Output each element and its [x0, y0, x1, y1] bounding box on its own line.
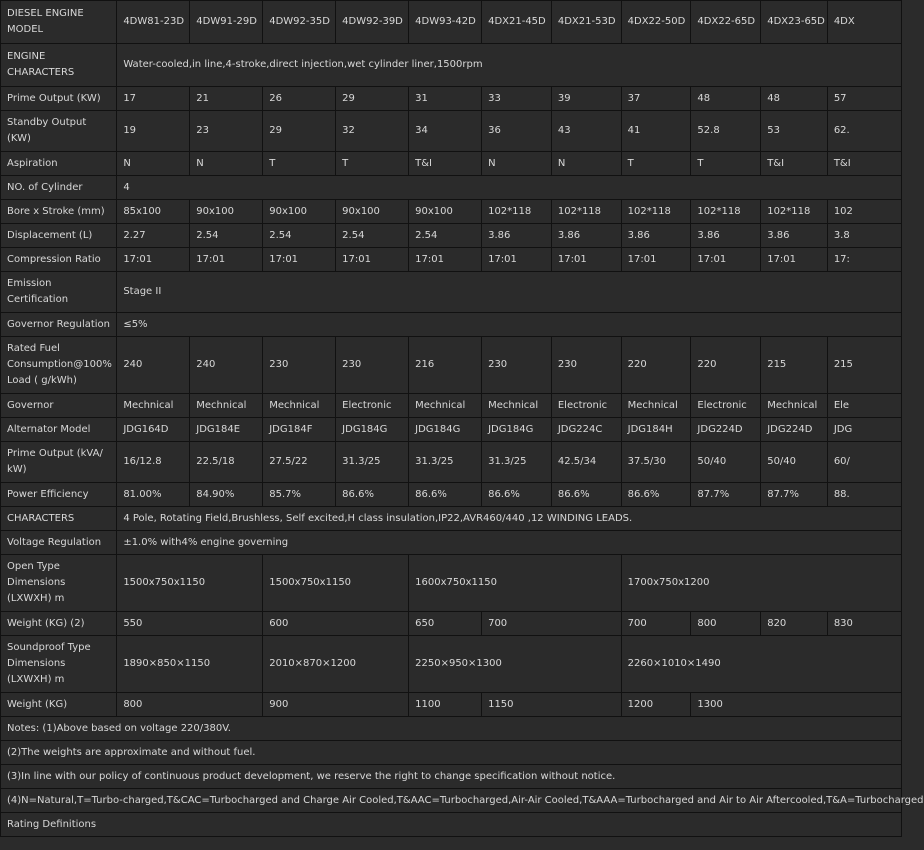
value-cell: 4DX23-65D: [761, 1, 828, 44]
value-cell: Mechnical: [117, 394, 190, 418]
value-cell: 34: [409, 111, 482, 152]
emission-row: [1, 272, 902, 313]
row-label: Prime Output (kVA/ kW): [1, 442, 117, 483]
value-cell: 230: [482, 337, 552, 394]
value-cell: 215: [827, 337, 901, 394]
value-cell: 240: [190, 337, 263, 394]
value-cell: 215: [761, 337, 828, 394]
value-cell: 19: [117, 111, 190, 152]
row-label: Emission Certification: [1, 272, 117, 313]
value-cell: 2260×1010×1490: [621, 636, 901, 693]
value-cell: JDG184H: [621, 418, 691, 442]
value-cell: 22.5/18: [190, 442, 263, 483]
value-cell: 550: [117, 612, 263, 636]
value-cell: 27.5/22: [263, 442, 336, 483]
value-cell: 88.: [827, 483, 901, 507]
value-cell: 33: [482, 87, 552, 111]
open-dimensions-row: [1, 555, 902, 612]
value-cell: 17:01: [482, 248, 552, 272]
value-cell: 820: [761, 612, 828, 636]
value-cell: 32: [336, 111, 409, 152]
value-cell: JDG184G: [482, 418, 552, 442]
fuel-consumption-row: [1, 337, 902, 394]
value-cell: 700: [482, 612, 622, 636]
value-cell: 50/40: [761, 442, 828, 483]
value-cell: 87.7%: [761, 483, 828, 507]
compression-row: [1, 248, 902, 272]
value-cell: 84.90%: [190, 483, 263, 507]
row-label: Power Efficiency: [1, 483, 117, 507]
value-cell: 216: [409, 337, 482, 394]
value-cell: 4DX21-45D: [482, 1, 552, 44]
value-cell: 90x100: [409, 200, 482, 224]
value-cell: 4DX22-50D: [621, 1, 691, 44]
value-cell: 240: [117, 337, 190, 394]
value-cell: 85x100: [117, 200, 190, 224]
value-cell: 1890×850×1150: [117, 636, 263, 693]
value-cell: 4DW91-29D: [190, 1, 263, 44]
value-cell: 17:01: [761, 248, 828, 272]
value-cell: 1500x750x1150: [117, 555, 263, 612]
value-cell: 800: [117, 693, 263, 717]
row-label: Weight (KG) (2): [1, 612, 117, 636]
value-cell: 102*118: [621, 200, 691, 224]
value-cell: 4DW81-23D: [117, 1, 190, 44]
value-cell: 39: [551, 87, 621, 111]
value-cell: 1600x750x1150: [409, 555, 622, 612]
value-cell: 3.86: [551, 224, 621, 248]
value-cell: 36: [482, 111, 552, 152]
value-cell: 48: [761, 87, 828, 111]
value-cell: 42.5/34: [551, 442, 621, 483]
value-cell: 3.8: [827, 224, 901, 248]
value-cell: Electronic: [336, 394, 409, 418]
value-cell: JDG184G: [336, 418, 409, 442]
value-cell: 102*118: [482, 200, 552, 224]
value-cell: 16/12.8: [117, 442, 190, 483]
value-cell: 17:01: [621, 248, 691, 272]
value-cell: 17:01: [263, 248, 336, 272]
value-cell: Ele: [827, 394, 901, 418]
value-cell: T: [621, 152, 691, 176]
value-cell: 86.6%: [409, 483, 482, 507]
note-text: (4)N=Natural,T=Turbo-charged,T&CAC=Turbocharged and Charge Air Cooled,T&AAC=Turbocharged,Air-Air Cooled,T&AAA=Turbocharged and Air to Air Aftercooled,T&A=Turbocharged: [1, 789, 902, 813]
value-cell: 90x100: [190, 200, 263, 224]
governor-regulation-row: [1, 313, 902, 337]
value-cell: 4 Pole, Rotating Field,Brushless, Self excited,H class insulation,IP22,AVR460/440 ,12 WINDING LEADS.: [117, 507, 902, 531]
note-text: (2)The weights are approximate and without fuel.: [1, 741, 902, 765]
row-label: NO. of Cylinder: [1, 176, 117, 200]
value-cell: 102: [827, 200, 901, 224]
value-cell: 86.6%: [336, 483, 409, 507]
value-cell: 23: [190, 111, 263, 152]
value-cell: 1200: [621, 693, 691, 717]
soundproof-dimensions-row: [1, 636, 902, 693]
row-label: Governor Regulation: [1, 313, 117, 337]
value-cell: JDG184G: [409, 418, 482, 442]
row-label: Compression Ratio: [1, 248, 117, 272]
value-cell: T&I: [761, 152, 828, 176]
value-cell: 1500x750x1150: [263, 555, 409, 612]
value-cell: JDG184E: [190, 418, 263, 442]
value-cell: 1700x750x1200: [621, 555, 901, 612]
value-cell: JDG164D: [117, 418, 190, 442]
value-cell: 2250×950×1300: [409, 636, 622, 693]
value-cell: 57: [827, 87, 901, 111]
row-label: Aspiration: [1, 152, 117, 176]
value-cell: Water-cooled,in line,4-stroke,direct injection,wet cylinder liner,1500rpm: [117, 44, 902, 87]
value-cell: 17:01: [190, 248, 263, 272]
soundproof-weight-row: [1, 693, 902, 717]
value-cell: T&I: [827, 152, 901, 176]
value-cell: 2.27: [117, 224, 190, 248]
value-cell: Mechnical: [263, 394, 336, 418]
value-cell: 1100: [409, 693, 482, 717]
value-cell: 3.86: [691, 224, 761, 248]
value-cell: Mechnical: [621, 394, 691, 418]
characters-row: [1, 507, 902, 531]
value-cell: 52.8: [691, 111, 761, 152]
value-cell: 650: [409, 612, 482, 636]
value-cell: T: [336, 152, 409, 176]
value-cell: 220: [621, 337, 691, 394]
value-cell: 102*118: [761, 200, 828, 224]
row-label: Bore x Stroke (mm): [1, 200, 117, 224]
value-cell: 90x100: [336, 200, 409, 224]
prime-output-kva-row: [1, 442, 902, 483]
value-cell: 90x100: [263, 200, 336, 224]
value-cell: 37: [621, 87, 691, 111]
value-cell: 1150: [482, 693, 622, 717]
note-text: Notes: (1)Above based on voltage 220/380V.: [1, 717, 902, 741]
bore-stroke-row: [1, 200, 902, 224]
value-cell: 2.54: [190, 224, 263, 248]
value-cell: ≤5%: [117, 313, 902, 337]
value-cell: 4DW92-39D: [336, 1, 409, 44]
value-cell: N: [482, 152, 552, 176]
row-label: ENGINE CHARACTERS: [1, 44, 117, 87]
note-text: Rating Definitions: [1, 813, 902, 837]
row-label: Prime Output (KW): [1, 87, 117, 111]
cylinder-row: [1, 176, 902, 200]
prime-output-kw-row: [1, 87, 902, 111]
value-cell: 230: [551, 337, 621, 394]
engine-characters-row: [1, 44, 902, 87]
value-cell: 900: [263, 693, 409, 717]
note-row: [1, 717, 902, 741]
value-cell: 3.86: [482, 224, 552, 248]
value-cell: 85.7%: [263, 483, 336, 507]
value-cell: Mechnical: [761, 394, 828, 418]
value-cell: Mechnical: [409, 394, 482, 418]
row-label: Governor: [1, 394, 117, 418]
value-cell: 2.54: [263, 224, 336, 248]
value-cell: 17:01: [691, 248, 761, 272]
value-cell: JDG184F: [263, 418, 336, 442]
value-cell: 4DX21-53D: [551, 1, 621, 44]
value-cell: Stage II: [117, 272, 902, 313]
value-cell: Mechnical: [190, 394, 263, 418]
model-row: [1, 1, 902, 44]
value-cell: 700: [621, 612, 691, 636]
voltage-regulation-row: [1, 531, 902, 555]
note-row: [1, 789, 902, 813]
value-cell: Mechnical: [482, 394, 552, 418]
value-cell: 102*118: [551, 200, 621, 224]
value-cell: 4DW92-35D: [263, 1, 336, 44]
note-row: [1, 765, 902, 789]
row-label: Soundproof Type Dimensions (LXWXH) m: [1, 636, 117, 693]
value-cell: JDG224D: [691, 418, 761, 442]
value-cell: 21: [190, 87, 263, 111]
row-label: Alternator Model: [1, 418, 117, 442]
value-cell: 31.3/25: [336, 442, 409, 483]
row-label: Open Type Dimensions (LXWXH) m: [1, 555, 117, 612]
value-cell: N: [117, 152, 190, 176]
row-label: Displacement (L): [1, 224, 117, 248]
value-cell: 800: [691, 612, 761, 636]
value-cell: 230: [336, 337, 409, 394]
value-cell: 48: [691, 87, 761, 111]
displacement-row: [1, 224, 902, 248]
value-cell: 17:01: [409, 248, 482, 272]
row-label: Weight (KG): [1, 693, 117, 717]
value-cell: 2.54: [336, 224, 409, 248]
value-cell: 4DW93-42D: [409, 1, 482, 44]
note-row: [1, 813, 902, 837]
value-cell: JDG224C: [551, 418, 621, 442]
value-cell: N: [190, 152, 263, 176]
value-cell: 17: [117, 87, 190, 111]
value-cell: 43: [551, 111, 621, 152]
value-cell: 31.3/25: [482, 442, 552, 483]
value-cell: T: [263, 152, 336, 176]
value-cell: T: [691, 152, 761, 176]
value-cell: 17:01: [336, 248, 409, 272]
value-cell: ±1.0% with4% engine governing: [117, 531, 902, 555]
value-cell: 29: [263, 111, 336, 152]
value-cell: 86.6%: [621, 483, 691, 507]
value-cell: 2.54: [409, 224, 482, 248]
value-cell: T&I: [409, 152, 482, 176]
row-label: Standby Output (KW): [1, 111, 117, 152]
value-cell: 3.86: [621, 224, 691, 248]
value-cell: 26: [263, 87, 336, 111]
value-cell: 17:01: [117, 248, 190, 272]
value-cell: JDG: [827, 418, 901, 442]
value-cell: 41: [621, 111, 691, 152]
row-label: Voltage Regulation: [1, 531, 117, 555]
standby-output-row: [1, 111, 902, 152]
row-label: Rated Fuel Consumption@100% Load ( g/kWh): [1, 337, 117, 394]
value-cell: 1300: [691, 693, 902, 717]
value-cell: 29: [336, 87, 409, 111]
governor-row: [1, 394, 902, 418]
row-label: DIESEL ENGINE MODEL: [1, 1, 117, 44]
value-cell: 81.00%: [117, 483, 190, 507]
note-row: [1, 741, 902, 765]
value-cell: 31: [409, 87, 482, 111]
aspiration-row: [1, 152, 902, 176]
row-label: CHARACTERS: [1, 507, 117, 531]
value-cell: 37.5/30: [621, 442, 691, 483]
value-cell: 31.3/25: [409, 442, 482, 483]
value-cell: 50/40: [691, 442, 761, 483]
value-cell: 53: [761, 111, 828, 152]
value-cell: Electronic: [551, 394, 621, 418]
note-text: (3)In line with our policy of continuous product development, we reserve the right to change specification without notice.: [1, 765, 902, 789]
value-cell: 86.6%: [482, 483, 552, 507]
power-efficiency-row: [1, 483, 902, 507]
value-cell: 4DX: [827, 1, 901, 44]
value-cell: Electronic: [691, 394, 761, 418]
value-cell: N: [551, 152, 621, 176]
value-cell: JDG224D: [761, 418, 828, 442]
value-cell: 17:01: [551, 248, 621, 272]
value-cell: 62.: [827, 111, 901, 152]
value-cell: 4DX22-65D: [691, 1, 761, 44]
value-cell: 86.6%: [551, 483, 621, 507]
value-cell: 230: [263, 337, 336, 394]
value-cell: 4: [117, 176, 902, 200]
value-cell: 17:: [827, 248, 901, 272]
value-cell: 3.86: [761, 224, 828, 248]
value-cell: 2010×870×1200: [263, 636, 409, 693]
value-cell: 60/: [827, 442, 901, 483]
value-cell: 220: [691, 337, 761, 394]
value-cell: 87.7%: [691, 483, 761, 507]
value-cell: 600: [263, 612, 409, 636]
value-cell: 102*118: [691, 200, 761, 224]
open-weight-row: [1, 612, 902, 636]
alternator-row: [1, 418, 902, 442]
value-cell: 830: [827, 612, 901, 636]
